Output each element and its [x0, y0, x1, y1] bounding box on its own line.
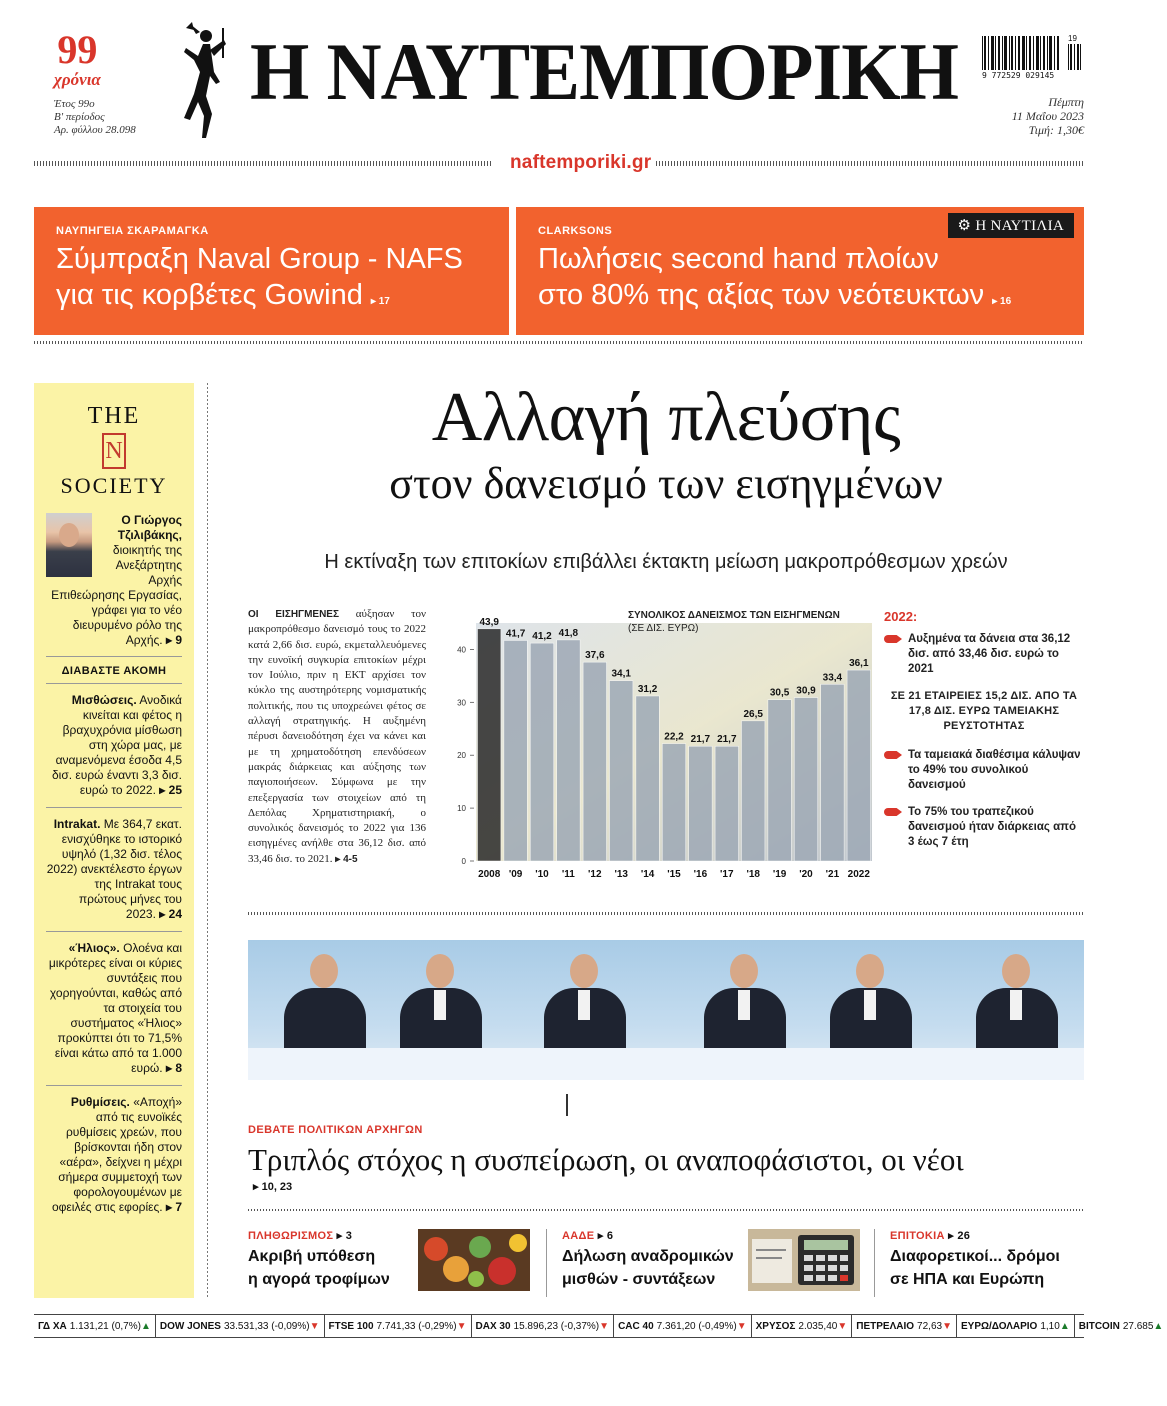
sidebar-item-text: Με 364,7 εκατ. ενισχύθηκε το ιστορικό υψηλό (1,32 δισ. τέλος 2022) ανεκτέλεστο έργων της Intrakat τους πρώτους μήνες του 2023. — [46, 817, 182, 921]
promo-kicker: CLARKSONS — [538, 225, 613, 237]
microphone-icon — [566, 1094, 568, 1116]
sidebar-item-text: Ανοδικά κινείται και φέτος η βραχυχρόνια μίσθωση στη χώρα μας, με αναμενόμενα έσοδα 4,5 δισ. ευρώ έναντι 3,3 δισ. ευρώ το 2022. — [52, 693, 182, 797]
teaser-inflation[interactable] — [248, 1229, 390, 1291]
tz-text: διοικητής της Ανεξάρτητης Αρχής Επιθεώρησης Εργασίας, γράφει για το νέο διευρυμένο ρόλο της Αρχής. — [51, 543, 182, 647]
triangle-down-icon: ▼ — [736, 1320, 747, 1332]
anniversary-label: χρόνια — [54, 70, 101, 89]
chart-y-tick-label: 20 — [457, 751, 466, 761]
page-ref: ▸ 10, 23 — [253, 1181, 293, 1193]
teaser-aade[interactable] — [562, 1229, 734, 1291]
promo-page-ref: ▸ 16 — [992, 296, 1012, 307]
page-ref: ▸ 26 — [948, 1230, 971, 1242]
sidebar-item-rentals[interactable] — [46, 684, 182, 807]
chart-value-label: 36,1 — [849, 658, 869, 670]
triangle-down-icon: ▼ — [837, 1320, 848, 1332]
ticker-item — [957, 1315, 1075, 1337]
teaser-separator — [546, 1229, 547, 1297]
page-number: 25 — [168, 783, 182, 797]
chart-bar — [478, 629, 501, 861]
ticker-item — [852, 1315, 957, 1337]
teaser-kicker: ΠΛΗΘΩΡΙΣΜΟΣ — [248, 1230, 334, 1242]
chart-x-label: '12 — [588, 869, 602, 880]
promo-headline-line: Πωλήσεις second hand πλοίων — [538, 243, 939, 275]
food-thumbnail-image — [418, 1229, 530, 1291]
portrait-image — [46, 513, 92, 577]
chart-bar — [636, 696, 659, 861]
ticker-item — [325, 1315, 472, 1337]
triangle-down-icon: ▼ — [599, 1320, 610, 1332]
chart-bar — [583, 662, 606, 861]
chart-x-labels — [478, 869, 870, 880]
chart-x-label: '17 — [720, 869, 734, 880]
logo-n: N — [102, 433, 126, 469]
chart-value-label: 41,7 — [505, 628, 526, 640]
fact-text: Το 75% του τραπεζικού δανεισμού ήταν διάρκειας από 3 έως 7 έτη — [908, 806, 1076, 848]
chart-y-tick-label: 40 — [457, 645, 466, 655]
chart-x-label: 2008 — [478, 869, 501, 880]
fact-item — [884, 632, 1084, 677]
fact-caps: ΣΕ 21 ΕΤΑΙΡΕΙΕΣ 15,2 ΔΙΣ. ΑΠΟ ΤΑ 17,8 ΔΙΣ. ΕΥΡΩ ΤΑΜΕΙΑΚΗΣ ΡΕΥΣΤΟΤΗΤΑΣ — [890, 690, 1078, 732]
chart-bar — [821, 684, 844, 861]
issue-day: Πέμπτη — [1048, 95, 1084, 109]
ticker-value: 1,10 — [1040, 1320, 1060, 1332]
triangle-up-icon: ▲ — [1153, 1320, 1164, 1332]
chart-bar — [530, 643, 553, 861]
chart-bar — [689, 746, 712, 861]
ticker-name: DAX 30 — [475, 1320, 511, 1332]
hatch-rule-left — [34, 161, 492, 166]
fact-text: Αυξημένα τα δάνεια στα 36,12 δισ. από 33,46 δισ. ευρώ το 2021 — [908, 633, 1071, 675]
chart-x-label: '19 — [772, 869, 787, 880]
ticker-item — [472, 1315, 615, 1337]
ticker-name: BITCOIN — [1078, 1320, 1120, 1332]
ticker-value: 7.741,33 (-0,29%) — [376, 1320, 457, 1332]
dotted-divider — [34, 341, 1084, 344]
main-subhead: Η εκτίναξη των επιτοκίων επιβάλλει έκτακτη μείωση μακροπρόθεσμων χρεών — [324, 551, 1008, 573]
page-ref: ▸ 9 — [165, 633, 182, 647]
issue-info — [54, 98, 136, 137]
logo-the: THE — [87, 403, 141, 429]
ticker-name: ΧΡΥΣΟΣ — [755, 1320, 796, 1332]
chart-y-tick-label: 0 — [461, 857, 466, 866]
teaser-headline: Ακριβή υπόθεση η αγορά τροφίμων — [248, 1248, 390, 1288]
leader-figure — [280, 954, 370, 1054]
issue-date: 11 Μαΐου 2023 — [1011, 109, 1084, 123]
chart-x-label: '14 — [640, 869, 655, 880]
sidebar — [34, 383, 194, 1298]
chart-value-label: 31,2 — [637, 683, 658, 695]
hermes-logo-icon — [176, 22, 236, 140]
sidebar-item-bold: «Ήλιος». — [68, 941, 120, 955]
fact-item — [884, 805, 1084, 850]
page-ref: ▸ 8 — [165, 1061, 182, 1075]
leader-figure — [826, 954, 916, 1054]
sidebar-item-bold: Intrakat. — [53, 817, 101, 831]
page-ref: ▸ 4-5 — [335, 853, 358, 865]
chart-x-label: '16 — [693, 869, 708, 880]
page-number: 10, 23 — [261, 1181, 293, 1193]
ticker-item — [752, 1315, 853, 1337]
promo-page-number: 17 — [378, 296, 390, 307]
leader-figure — [700, 954, 790, 1054]
chart-bar — [662, 744, 685, 861]
chart-value-label: 22,2 — [664, 731, 684, 743]
dotted-divider — [248, 912, 1084, 915]
chart-value-label: 41,2 — [532, 631, 552, 643]
ticker-value: 72,63 — [917, 1320, 943, 1332]
debate-kicker: DEBATE ΠΟΛΙΤΙΚΩΝ ΑΡΧΗΓΩΝ — [248, 1124, 423, 1136]
hatch-rule-right — [656, 161, 1084, 166]
chart-x-label: '18 — [746, 869, 760, 880]
chart-bar — [794, 698, 817, 861]
chart-value-label: 26,5 — [743, 708, 763, 720]
issue-year: Έτος 99ο — [54, 98, 95, 110]
chart-x-label: '13 — [614, 869, 628, 880]
sidebar-item-settlements[interactable] — [46, 1085, 182, 1224]
chart-y-tick-label: 30 — [457, 698, 466, 708]
dotted-divider — [248, 1209, 1084, 1211]
chart-x-label: '21 — [825, 869, 840, 880]
main-headline[interactable] — [248, 378, 1084, 510]
chart-bar — [504, 640, 527, 861]
triangle-down-icon: ▼ — [456, 1320, 467, 1332]
ticker-value: 7.361,20 (-0,49%) — [656, 1320, 737, 1332]
debate-headline[interactable]: Τριπλός στόχος η συσπείρωση, οι αναποφάσιστοι, οι νέοι — [248, 1142, 964, 1177]
debate-desk — [248, 1048, 1084, 1080]
debate-photo[interactable] — [248, 940, 1084, 1080]
triangle-down-icon: ▼ — [942, 1320, 952, 1332]
page-ref: ▸ 6 — [597, 1230, 614, 1242]
ticker-name: DOW JONES — [159, 1320, 221, 1332]
chart-value-label: 34,1 — [611, 668, 631, 680]
chart-bar — [742, 721, 765, 861]
teaser-kicker: ΑΑΔΕ — [562, 1230, 595, 1242]
ticker-name: ΓΔ ΧΑ — [38, 1320, 67, 1332]
chart-x-label: '15 — [667, 869, 681, 880]
column-divider — [207, 383, 208, 1298]
triangle-up-icon: ▲ — [1059, 1320, 1070, 1332]
ticker-item — [1075, 1315, 1167, 1337]
sidebar-item-intrakat[interactable] — [46, 807, 182, 931]
teaser-headline: Δήλωση αναδρομικών μισθών - συντάξεων — [562, 1248, 734, 1288]
promo-page-number: 16 — [1000, 296, 1012, 307]
naftilia-badge-label: Η ΝΑΥΤΙΛΙΑ — [975, 218, 1064, 234]
ticker-item — [614, 1315, 752, 1337]
chart-value-label: 21,7 — [690, 734, 711, 746]
barcode-digits: 9 772529 029145 — [982, 71, 1055, 80]
chart-bar — [715, 746, 738, 861]
date-box — [1012, 95, 1084, 137]
leader-figure — [972, 954, 1062, 1054]
page-number: 9 — [175, 633, 182, 647]
chart-value-label: 43,9 — [479, 616, 499, 628]
chart-y-tick-label: 10 — [457, 804, 466, 814]
teaser-rates[interactable] — [890, 1229, 1060, 1291]
newspaper-logo[interactable]: Η ΝΑΥΤΕΜΠΟΡΙΚΗ — [250, 26, 959, 117]
chart-x-label: '10 — [535, 869, 549, 880]
barcode-issue: 19 — [1068, 34, 1077, 43]
main-headline-line1: Αλλαγή πλεύσης — [431, 379, 901, 456]
tzilivakis-item[interactable] — [46, 513, 182, 648]
chart-x-label: '20 — [799, 869, 813, 880]
sidebar-item-text: «Αποχή» από τις ευνοϊκές ρυθμίσεις χρεών, που βρίσκονται ήδη στον «αέρα», δείχνει η μέχρι σήμερα συμμετοχή των φορολογουμένων με οφειλές στις εφορίες. — [51, 1095, 182, 1214]
page-number: 24 — [168, 907, 182, 921]
page-number: 6 — [606, 1230, 614, 1242]
page-number: 7 — [175, 1200, 182, 1214]
red-arrow-icon — [884, 635, 902, 643]
lead-text: αύξησαν τον μακροπρόθεσμο δανεισμό τους το 2022 κατά 2,66 δισ. ευρώ, εκμεταλλευόμενες την ευνοϊκή συγκυρία επιτοκίων μέχρι τον Ιούλιο, πριν η ΕΚΤ αρχίσει τον κύκλο της αυστηρότερης νομισματικής πολιτικής, που τις υποχρεώνει φέτος σε αλλαγή στρατηγικής. Η αυξημένη πέρυσι δανειοδότηση έχει να κάνει και με τη χρηματοδότηση επενδύσεων μακράς διάρκειας και αύξησης των παγιοποιήσεων. Σύμφωνα με την επεξεργασία των στοιχείων από τη Δεπόλας Χρηματιστηριακή, ο συνολικός δανεισμός το 2022 για 136 εισηγμένες ανήλθε στα 36,12 δισ. από 33,46 δισ. το 2021. — [248, 608, 426, 865]
promo-clarksons[interactable] — [516, 207, 1084, 335]
promo-headline-line: για τις κορβέτες Gowind — [56, 279, 363, 311]
logo-society: SOCIETY — [60, 473, 168, 498]
tz-name: Ο Γιώργος Τζιλιβάκης, — [117, 513, 182, 542]
main-headline-line2: στον δανεισμό των εισηγμένων — [389, 459, 943, 508]
chart-title — [628, 609, 840, 635]
ticker-name: CAC 40 — [618, 1320, 654, 1332]
ticker-name: FTSE 100 — [328, 1320, 374, 1332]
ticker-name: ΕΥΡΩ/ΔΟΛΑΡΙΟ — [960, 1320, 1038, 1332]
page-number: 8 — [175, 1061, 182, 1075]
calculator-thumbnail-image — [748, 1229, 860, 1291]
naftilia-badge: ⚙ Η ΝΑΥΤΙΛΙΑ — [948, 213, 1074, 238]
promo-headline — [56, 241, 487, 320]
facts-year: 2022: — [884, 609, 918, 624]
red-arrow-icon — [884, 808, 902, 816]
issue-number: Αρ. φύλλου 28.098 — [54, 124, 136, 136]
chart-title-text: ΣΥΝΟΛΙΚΟΣ ΔΑΝΕΙΣΜΟΣ ΤΩΝ ΕΙΣΗΓΜΕΝΩΝ — [628, 610, 840, 621]
chart-x-label: '11 — [561, 869, 575, 880]
url-row — [34, 152, 1084, 176]
fact-item — [884, 748, 1084, 793]
triangle-up-icon: ▲ — [140, 1320, 151, 1332]
market-ticker — [34, 1314, 1164, 1338]
lead-paragraph — [248, 607, 426, 867]
leader-figure — [540, 954, 630, 1054]
promo-headline — [538, 241, 1062, 320]
red-arrow-icon — [884, 751, 902, 759]
issue-price: Τιμή: 1,30€ — [1028, 123, 1084, 137]
ticker-value: 1.131,21 (0,7%) — [69, 1320, 141, 1332]
triangle-down-icon: ▼ — [309, 1320, 320, 1332]
page-ref: ▸ 25 — [159, 783, 182, 797]
chart-x-label: '09 — [508, 869, 523, 880]
site-url-link[interactable]: naftemporiki.gr — [510, 152, 652, 173]
sidebar-item-bold: Μισθώσεις. — [71, 693, 137, 707]
the-n-society-logo — [46, 403, 182, 499]
chart-value-label: 21,7 — [717, 734, 737, 746]
chart-value-label: 41,8 — [558, 627, 579, 639]
chart-subtitle: (ΣΕ ΔΙΣ. ΕΥΡΩ) — [628, 623, 699, 634]
fact-text: Τα ταμειακά διαθέσιμα κάλυψαν το 49% του συνολικού δανεισμού — [908, 749, 1081, 791]
chart-bar — [768, 700, 791, 861]
ticker-item — [34, 1315, 156, 1337]
page-ref: ▸ 7 — [165, 1200, 182, 1214]
ticker-value: 15.896,23 (-0,37%) — [513, 1320, 600, 1332]
read-more-heading: ΔΙΑΒΑΣΤΕ ΑΚΟΜΗ — [46, 656, 182, 684]
ticker-item — [156, 1315, 325, 1337]
lead-bold: ΟΙ ΕΙΣΗΓΜΕΝΕΣ — [248, 609, 339, 620]
chart-bar — [557, 640, 580, 861]
promo-kicker: ΝΑΥΠΗΓΕΙΑ ΣΚΑΡΑΜΑΓΚΑ — [56, 225, 209, 237]
borrowing-bar-chart — [436, 603, 876, 885]
promo-headline-line: Σύμπραξη Naval Group - NAFS — [56, 243, 463, 275]
page-ref: ▸ 3 — [336, 1230, 353, 1242]
chart-value-label: 30,5 — [769, 687, 790, 699]
chart-value-label: 37,6 — [585, 650, 605, 662]
chart-bar — [610, 681, 633, 861]
sidebar-item-text: Ολοένα και μικρότερες είναι οι κύριες συντάξεις που χορηγούνται, καθώς από τα στοιχεία του συστήματος «Ήλιος» προκύπτει ότι το 71,5% είναι κάτω από τα 1.000 ευρώ. — [48, 941, 182, 1075]
sidebar-item-bold: Ρυθμίσεις. — [70, 1095, 130, 1109]
chart-value-label: 30,9 — [796, 685, 816, 697]
sidebar-item-ilios[interactable] — [46, 931, 182, 1085]
leader-figure — [396, 954, 486, 1054]
teaser-separator — [874, 1229, 875, 1297]
teaser-headline: Διαφορετικοί... δρόμοι σε ΗΠΑ και Ευρώπη — [890, 1248, 1060, 1288]
ticker-value: 2.035,40 — [798, 1320, 838, 1332]
chart-x-label: 2022 — [847, 869, 870, 880]
page-number: 26 — [957, 1230, 971, 1242]
masthead — [0, 0, 1156, 185]
promo-naval-group[interactable] — [34, 207, 509, 335]
promo-headline-line: στο 80% της αξίας των νεότευκτων — [538, 279, 985, 311]
ticker-value: 33.531,33 (-0,09%) — [223, 1320, 310, 1332]
promo-page-ref: ▸ 17 — [370, 296, 390, 307]
anniversary-badge — [54, 27, 101, 90]
page-ref: ▸ 24 — [159, 907, 182, 921]
anniversary-number: 99 — [57, 27, 98, 72]
chart-value-label: 33,4 — [822, 672, 843, 684]
page-number: 4-5 — [343, 853, 358, 865]
issue-period: Β' περίοδος — [54, 111, 105, 123]
teaser-kicker: ΕΠΙΤΟΚΙΑ — [890, 1230, 945, 1242]
page-number: 3 — [345, 1230, 353, 1242]
ticker-value: 27.685 — [1122, 1320, 1154, 1332]
key-facts — [884, 609, 1084, 862]
chart-bar — [847, 670, 870, 861]
ticker-name: ΠΕΤΡΕΛΑΙΟ — [856, 1320, 915, 1332]
